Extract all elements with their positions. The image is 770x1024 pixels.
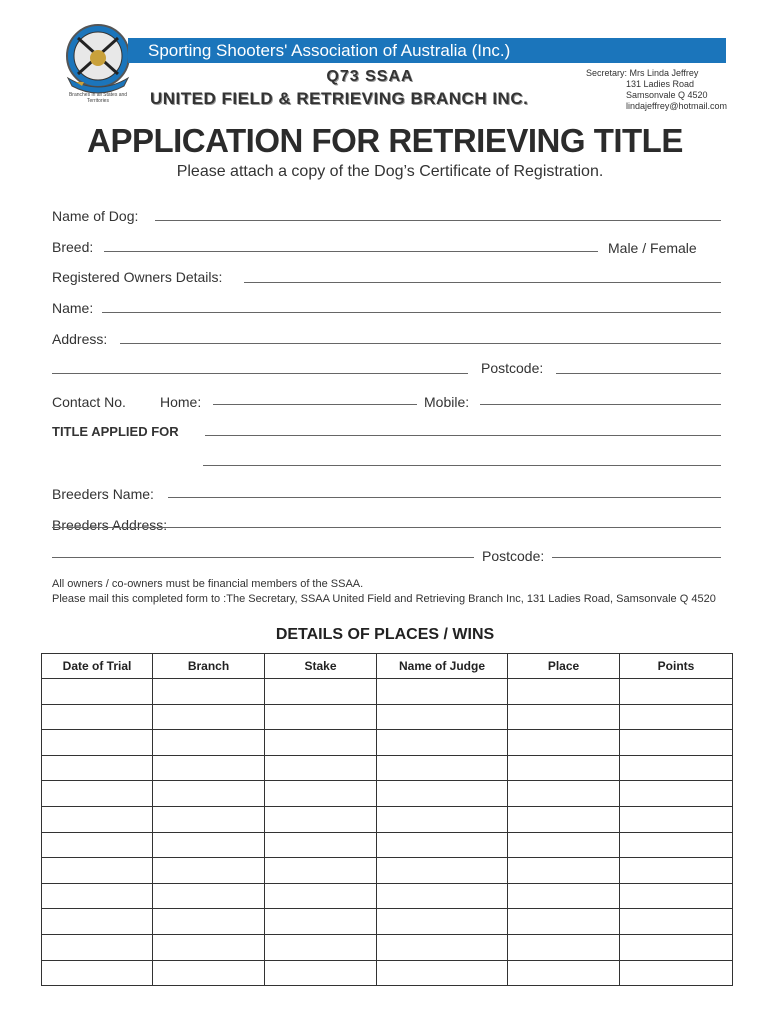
table-cell[interactable] (377, 960, 508, 986)
table-cell[interactable] (153, 679, 265, 705)
postcode-field[interactable] (556, 373, 721, 374)
table-cell[interactable] (42, 858, 153, 884)
breeders-address-line-2-field[interactable] (52, 557, 474, 558)
address-line-2-field[interactable] (52, 373, 468, 374)
table-cell[interactable] (265, 730, 377, 756)
table-cell[interactable] (153, 781, 265, 807)
places-wins-table (41, 653, 733, 986)
table-cell[interactable] (508, 806, 620, 832)
table-cell[interactable] (620, 832, 733, 858)
table-cell[interactable] (42, 960, 153, 986)
table-row (42, 909, 733, 935)
breed-label: Breed: (52, 239, 94, 255)
table-cell[interactable] (620, 755, 733, 781)
table-row (42, 858, 733, 884)
table-cell[interactable] (620, 806, 733, 832)
table-cell[interactable] (620, 934, 733, 960)
secretary-email: lindajeffrey@hotmail.com (626, 101, 728, 111)
name-label: Name: (52, 300, 94, 316)
table-cell[interactable] (42, 806, 153, 832)
title-applied-field[interactable] (205, 435, 721, 436)
mailing-note: Please mail this completed form to :The Secretary, SSAA United Field and Retrieving Branch Inc, 131 Ladies Road, Samsonvale Q 4520 (52, 593, 716, 605)
table-cell[interactable] (620, 679, 733, 705)
table-cell[interactable] (377, 781, 508, 807)
table-cell[interactable] (42, 730, 153, 756)
table-cell[interactable] (42, 704, 153, 730)
owners-details-field[interactable] (244, 282, 721, 283)
address-field[interactable] (120, 343, 721, 344)
table-cell[interactable] (153, 730, 265, 756)
table-cell[interactable] (620, 730, 733, 756)
table-cell[interactable] (265, 960, 377, 986)
membership-note: All owners / co-owners must be financial members of the SSAA. (52, 578, 364, 590)
table-cell[interactable] (265, 883, 377, 909)
contact-label: Contact No. (52, 394, 126, 410)
branch-name: UNITED FIELD & RETRIEVING BRANCH INC. (150, 89, 529, 108)
table-cell[interactable] (508, 679, 620, 705)
table-cell[interactable] (153, 883, 265, 909)
table-cell[interactable] (153, 755, 265, 781)
table-cell[interactable] (377, 755, 508, 781)
table-cell[interactable] (265, 806, 377, 832)
table-cell[interactable] (42, 883, 153, 909)
mobile-label: Mobile: (424, 394, 470, 410)
table-cell[interactable] (377, 730, 508, 756)
table-cell[interactable] (265, 781, 377, 807)
table-cell[interactable] (620, 858, 733, 884)
table-cell[interactable] (620, 781, 733, 807)
table-cell[interactable] (42, 755, 153, 781)
sex-options[interactable]: Male / Female (608, 240, 697, 256)
details-heading: DETAILS OF PLACES / WINS (275, 626, 495, 643)
table-cell[interactable] (42, 832, 153, 858)
table-cell[interactable] (508, 730, 620, 756)
table-cell[interactable] (377, 704, 508, 730)
table-cell[interactable] (377, 806, 508, 832)
table-row (42, 806, 733, 832)
table-row (42, 883, 733, 909)
table-row (42, 704, 733, 730)
table-cell[interactable] (508, 755, 620, 781)
secretary-label: Secretary: Mrs Linda Jeffrey (586, 68, 699, 78)
column-header: Name of Judge (377, 654, 508, 679)
breeders-name-label: Breeders Name: (52, 486, 154, 502)
page-title: APPLICATION FOR RETRIEVING TITLE (87, 122, 683, 159)
table-cell[interactable] (265, 909, 377, 935)
table-cell[interactable] (265, 934, 377, 960)
page-subtitle: Please attach a copy of the Dog’s Certificate of Registration. (176, 163, 604, 180)
table-row (42, 755, 733, 781)
table-cell[interactable] (508, 883, 620, 909)
column-header: Branch (153, 654, 265, 679)
secretary-line: 131 Ladies Road (626, 79, 695, 89)
table-row (42, 730, 733, 756)
breed-field[interactable] (104, 251, 598, 252)
table-cell[interactable] (508, 934, 620, 960)
postcode-2-label: Postcode: (482, 548, 545, 564)
table-row (42, 960, 733, 986)
table-cell[interactable] (153, 934, 265, 960)
table-cell[interactable] (508, 704, 620, 730)
secretary-contact (586, 68, 727, 112)
table-cell[interactable] (42, 679, 153, 705)
table-cell[interactable] (508, 858, 620, 884)
table-cell[interactable] (620, 704, 733, 730)
table-cell[interactable] (377, 934, 508, 960)
table-row (42, 832, 733, 858)
postcode-2-field[interactable] (552, 557, 721, 558)
table-cell[interactable] (153, 832, 265, 858)
column-header: Place (508, 654, 620, 679)
logo-caption: Branches in all States and Territories (68, 92, 128, 104)
table-cell[interactable] (153, 960, 265, 986)
table-row (42, 679, 733, 705)
table-cell[interactable] (42, 781, 153, 807)
home-label: Home: (160, 394, 202, 410)
table-cell[interactable] (153, 909, 265, 935)
table-cell[interactable] (153, 806, 265, 832)
table-cell[interactable] (508, 781, 620, 807)
name-of-dog-label: Name of Dog: (52, 208, 139, 224)
table-cell[interactable] (620, 909, 733, 935)
table-cell[interactable] (153, 858, 265, 884)
postcode-label: Postcode: (481, 360, 544, 376)
name-field[interactable] (102, 312, 721, 313)
table-cell[interactable] (42, 909, 153, 935)
table-cell[interactable] (377, 883, 508, 909)
association-banner: Sporting Shooters' Association of Australia (Inc.) (128, 38, 726, 63)
table-cell[interactable] (508, 832, 620, 858)
table-cell[interactable] (377, 858, 508, 884)
table-cell[interactable] (42, 934, 153, 960)
table-cell[interactable] (377, 832, 508, 858)
name-of-dog-field[interactable] (155, 220, 721, 221)
table-cell[interactable] (620, 960, 733, 986)
table-cell[interactable] (377, 909, 508, 935)
table-cell[interactable] (508, 909, 620, 935)
table-cell[interactable] (265, 858, 377, 884)
column-header: Date of Trial (42, 654, 153, 679)
table-body (42, 679, 733, 986)
mobile-phone-field[interactable] (480, 404, 721, 405)
table-cell[interactable] (377, 679, 508, 705)
branch-code: Q73 SSAA (326, 68, 414, 85)
table-cell[interactable] (265, 832, 377, 858)
title-applied-label: TITLE APPLIED FOR (52, 424, 179, 439)
address-label: Address: (52, 331, 108, 347)
owners-details-label: Registered Owners Details: (52, 269, 223, 285)
table-cell[interactable] (620, 883, 733, 909)
table-cell[interactable] (265, 679, 377, 705)
breeders-name-field[interactable] (168, 497, 721, 498)
table-row (42, 781, 733, 807)
column-header: Points (620, 654, 733, 679)
home-phone-field[interactable] (213, 404, 417, 405)
table-cell[interactable] (265, 704, 377, 730)
table-cell[interactable] (265, 755, 377, 781)
title-applied-field-2[interactable] (203, 465, 721, 466)
secretary-line: Samsonvale Q 4520 (626, 90, 708, 100)
table-cell[interactable] (153, 704, 265, 730)
table-row (42, 934, 733, 960)
breeders-address-label: Breeders Address: (52, 517, 168, 533)
table-cell[interactable] (508, 960, 620, 986)
breeders-address-field[interactable] (52, 527, 721, 528)
column-header: Stake (265, 654, 377, 679)
